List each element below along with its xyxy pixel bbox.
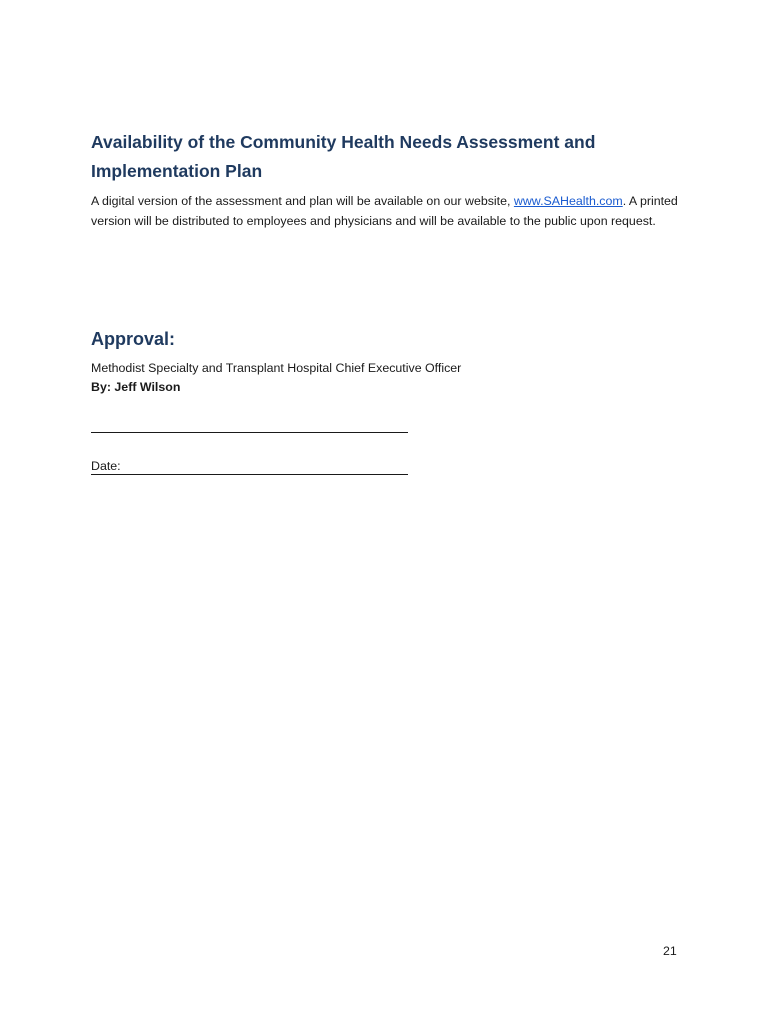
approval-heading: Approval:: [91, 329, 176, 349]
date-line: [91, 459, 408, 475]
website-link[interactable]: www.SAHealth.com: [513, 194, 623, 208]
availability-paragraph: [91, 191, 691, 231]
signature-line: [91, 432, 408, 433]
availability-text-before-link: A digital version of the assessment and plan will be available on our website,: [91, 194, 514, 208]
signer-name: By: Jeff Wilson: [91, 380, 181, 394]
date-label: Date:: [91, 459, 121, 473]
signer-title: Methodist Specialty and Transplant Hospital Chief Executive Officer: [91, 361, 462, 375]
page-number: 21: [663, 944, 677, 958]
availability-heading: Availability of the Community Health Needs Assessment and Implementation Plan: [91, 132, 596, 181]
availability-text-after-link: . A printed version will be distributed to employees and physicians and will be available to the public upon request.: [91, 194, 678, 228]
